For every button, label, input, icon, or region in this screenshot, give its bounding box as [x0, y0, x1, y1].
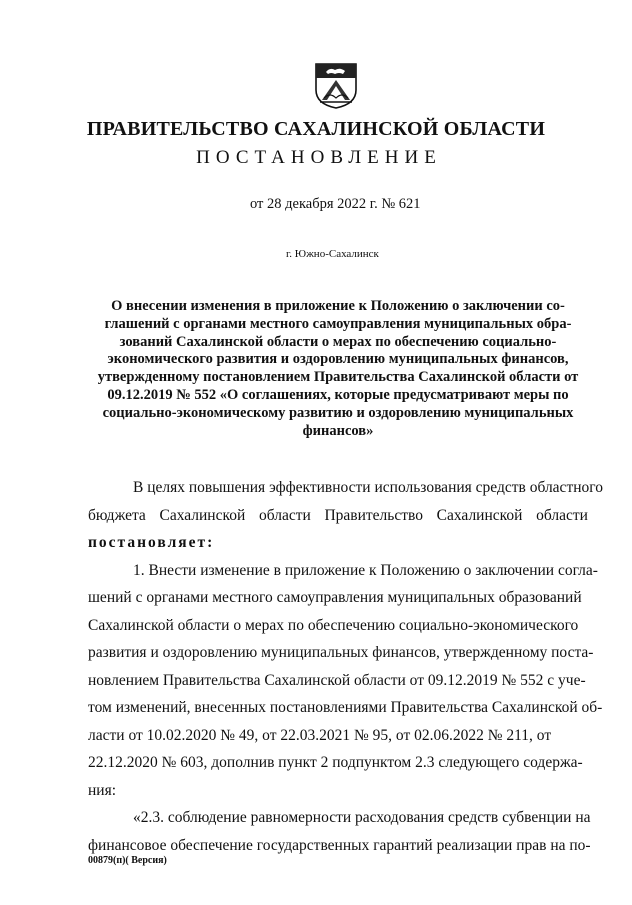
- intro-word: области: [536, 506, 588, 524]
- item1-line: ния:: [88, 781, 117, 799]
- intro-line-justified: [88, 502, 588, 530]
- subject-line: зований Сахалинской области о мерах по обеспечению социально-: [119, 333, 557, 350]
- subject-line: утвержденному постановлением Правительства Сахалинской области от: [97, 369, 579, 386]
- item1-line: новлением Правительства Сахалинской области от 09.12.2019 № 552 с уче-: [88, 671, 586, 689]
- resolves-word: постановляет:: [88, 534, 215, 551]
- item1-line: развития и оздоровлению муниципальных финансов, утвержденному поста-: [88, 644, 594, 661]
- subject-line: глашений с органами местного самоуправления муниципальных обра-: [104, 315, 572, 332]
- subject-line: финансов»: [302, 422, 374, 439]
- item1-line: ласти от 10.02.2020 № 49, от 22.03.2021 № 95, от 02.06.2022 № 211, от: [88, 726, 552, 744]
- subject-line: 09.12.2019 № 552 «О соглашениях, которые предусматривают меры по: [107, 386, 569, 403]
- document-body: [88, 474, 603, 859]
- document-date-number: от 28 декабря 2022 г. № 621: [250, 196, 421, 212]
- item1-line: 1. Внести изменение в приложение к Положению о заключении согла-: [133, 561, 598, 579]
- document-subject: [88, 298, 588, 440]
- government-title: ПРАВИТЕЛЬСТВО САХАЛИНСКОЙ ОБЛАСТИ: [86, 118, 546, 140]
- intro-word: Сахалинской: [436, 506, 523, 524]
- item1-line: шений с органами местного самоуправления муниципальных образований: [88, 589, 582, 606]
- footer-version-code: 00879(п)( Версия): [88, 855, 167, 866]
- item1-line: Сахалинской области о мерах по обеспечению социально-экономического: [88, 616, 579, 634]
- intro-line: В целях повышения эффективности использования средств областного: [133, 479, 603, 496]
- item1-line: 22.12.2020 № 603, дополнив пункт 2 подпунктом 2.3 следующего содержа-: [88, 754, 583, 771]
- intro-word: бюджета: [88, 506, 146, 524]
- intro-word: области: [258, 506, 311, 524]
- intro-word: Сахалинской: [159, 506, 246, 524]
- document-city: г. Южно-Сахалинск: [286, 248, 379, 260]
- intro-word: Правительство: [324, 506, 423, 524]
- item1-line: том изменений, внесенных постановлениями Правительства Сахалинской об-: [88, 699, 603, 716]
- sakhalin-coat-of-arms-icon: [312, 60, 360, 110]
- subject-line: социально-экономическому развитию и оздоровлению муниципальных: [102, 404, 574, 421]
- item23-line: финансовое обеспечение государственных гарантий реализации прав на по-: [88, 836, 591, 854]
- subject-line: экономического развития и оздоровлению муниципальных финансов,: [107, 351, 569, 368]
- item23-line: «2.3. соблюдение равномерности расходования средств субвенции на: [133, 809, 591, 826]
- document-type: ПОСТАНОВЛЕНИЕ: [196, 147, 442, 168]
- subject-line: О внесении изменения в приложение к Положению о заключении со-: [111, 298, 565, 314]
